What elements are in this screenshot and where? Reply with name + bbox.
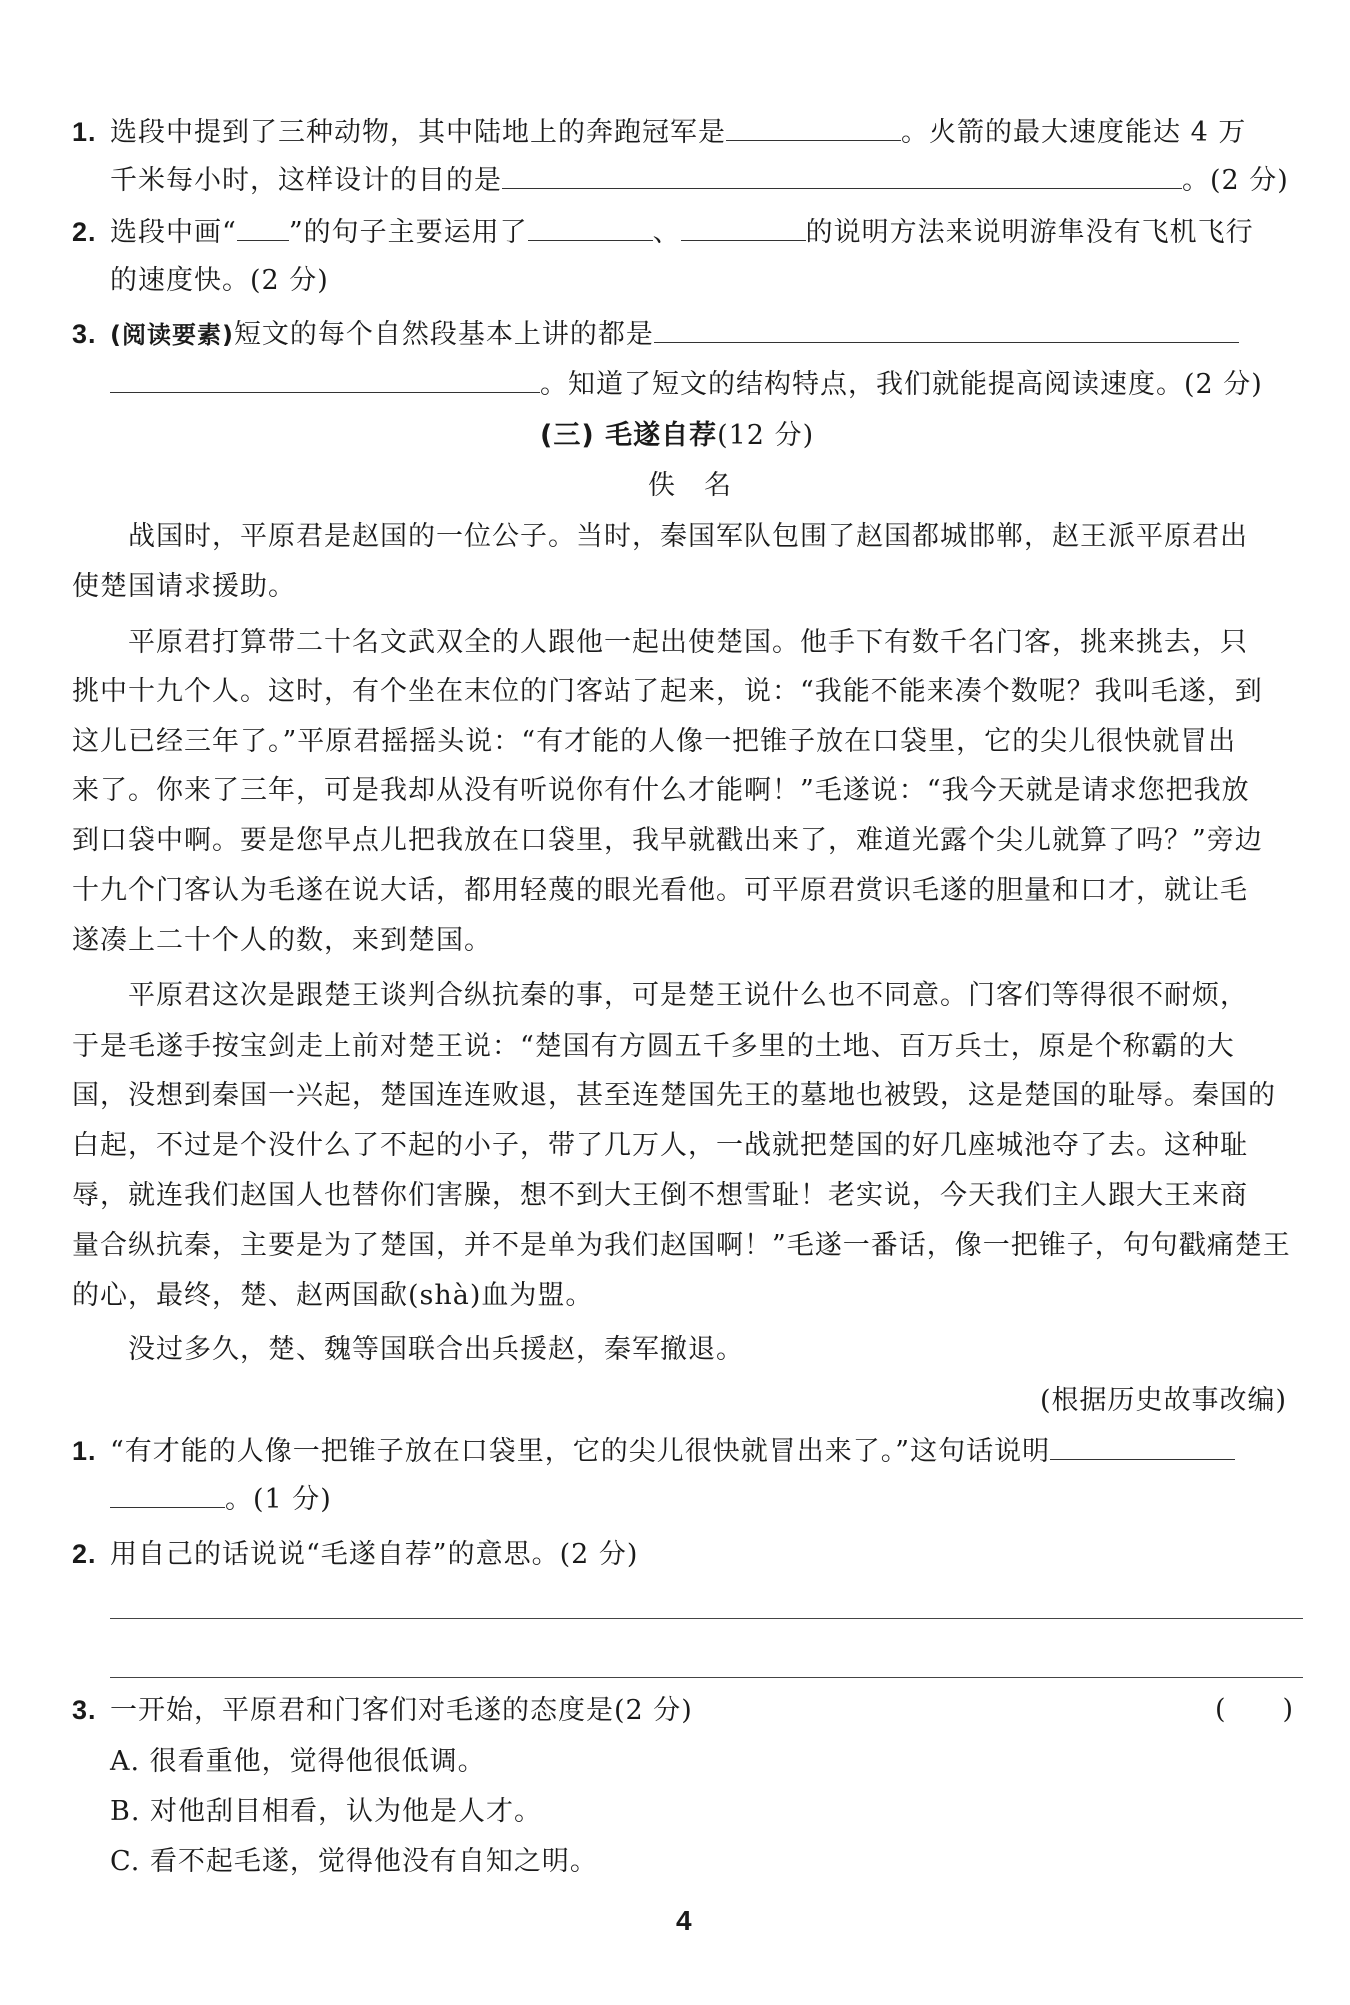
story-line: 白起，不过是个没什么了不起的小子，带了几万人，一战就把楚国的好几座城池夺了去。这种耻 bbox=[72, 1130, 1248, 1161]
question-2-top: 2. 选段中画“ ”的句子主要运用了 、 的说明方法来说明游隼没有飞机飞行 bbox=[72, 212, 1254, 253]
question-1-bottom: 1. “有才能的人像一把锥子放在口袋里，它的尖儿很快就冒出来了。”这句话说明 bbox=[72, 1431, 1235, 1472]
story-line: 平原君打算带二十名文武双全的人跟他一起出使楚国。他手下有数千名门客，挑来挑去，只 bbox=[72, 627, 1248, 658]
reading-element-tag: (阅读要素) bbox=[110, 321, 234, 349]
story-line: 使楚国请求援助。 bbox=[72, 571, 296, 602]
page-number: 4 bbox=[676, 1905, 692, 1936]
option-b[interactable]: B. 对他刮目相看，认为他是人才。 bbox=[110, 1796, 543, 1827]
answer-blank[interactable] bbox=[1050, 1433, 1235, 1460]
question-number: 2. bbox=[72, 217, 97, 247]
story-line: 战国时，平原君是赵国的一位公子。当时，秦国军队包围了赵国都城邯郸，赵王派平原君出 bbox=[72, 521, 1248, 552]
story-line: 平原君这次是跟楚王谈判合纵抗秦的事，可是楚王说什么也不同意。门客们等得很不耐烦， bbox=[72, 980, 1248, 1011]
question-number: 1. bbox=[72, 117, 97, 147]
section-heading bbox=[540, 416, 814, 456]
question-number: 3. bbox=[72, 319, 97, 349]
story-line: 于是毛遂手按宝剑走上前对楚王说：“楚国有方圆五千多里的土地、百万兵士，原是个称霸的大 bbox=[72, 1031, 1235, 1062]
question-2-bottom: 2. 用自己的话说说“毛遂自荐”的意思。(2 分) bbox=[72, 1534, 638, 1575]
story-line: 来了。你来了三年，可是我却从没有听说你有什么才能啊！”毛遂说：“我今天就是请求您把我放 bbox=[72, 775, 1250, 806]
answer-blank[interactable] bbox=[502, 162, 1182, 189]
source-note: (根据历史故事改编) bbox=[1040, 1385, 1288, 1416]
question-2-top-line2: 的速度快。(2 分) bbox=[110, 265, 329, 296]
story-line: 国，没想到秦国一兴起，楚国连连败退，甚至连楚国先王的墓地也被毁，这是楚国的耻辱。秦国的 bbox=[72, 1080, 1276, 1111]
answer-line[interactable] bbox=[110, 1618, 1303, 1619]
section-score: (12 分) bbox=[717, 420, 815, 451]
story-line: 的心，最终，楚、赵两国歃(shà)血为盟。 bbox=[72, 1280, 594, 1311]
answer-line[interactable] bbox=[110, 1677, 1303, 1678]
option-a[interactable]: A. 很看重他，觉得他很低调。 bbox=[110, 1746, 486, 1777]
answer-bracket[interactable]: ( ) bbox=[1215, 1694, 1295, 1725]
option-c[interactable]: C. 看不起毛遂，觉得他没有自知之明。 bbox=[110, 1846, 598, 1877]
story-line: 这儿已经三年了。”平原君摇摇头说：“有才能的人像一把锥子放在口袋里，它的尖儿很快就冒出 bbox=[72, 726, 1237, 757]
answer-blank[interactable] bbox=[654, 316, 1239, 343]
question-number: 2. bbox=[72, 1539, 97, 1569]
story-line: 挑中十九个人。这时，有个坐在末位的门客站了起来，说：“我能不能来凑个数呢？我叫毛遂，到 bbox=[72, 676, 1263, 707]
story-line: 遂凑上二十个人的数，来到楚国。 bbox=[72, 925, 492, 956]
answer-blank[interactable] bbox=[681, 214, 806, 241]
story-line: 到口袋中啊。要是您早点儿把我放在口袋里，我早就戳出来了，难道光露个尖儿就算了吗？”旁边 bbox=[72, 825, 1263, 856]
underline-sample bbox=[237, 218, 289, 241]
question-3-bottom: 3. 一开始，平原君和门客们对毛遂的态度是(2 分) bbox=[72, 1690, 693, 1731]
answer-blank[interactable] bbox=[726, 114, 901, 141]
question-1-top: 1. 选段中提到了三种动物，其中陆地上的奔跑冠军是 。火箭的最大速度能达 4 万 bbox=[72, 112, 1246, 153]
story-line: 十九个门客认为毛遂在说大话，都用轻蔑的眼光看他。可平原君赏识毛遂的胆量和口才，就让毛 bbox=[72, 875, 1248, 906]
answer-blank[interactable] bbox=[528, 214, 653, 241]
question-3-top: 3. (阅读要素)短文的每个自然段基本上讲的都是 bbox=[72, 314, 1239, 355]
answer-blank[interactable] bbox=[110, 1481, 225, 1508]
question-1-top-line2: 千米每小时，这样设计的目的是 。(2 分) bbox=[110, 161, 1289, 201]
question-number: 1. bbox=[72, 1436, 97, 1466]
story-line: 辱，就连我们赵国人也替你们害臊，想不到大王倒不想雪耻！老实说，今天我们主人跟大王来商 bbox=[72, 1180, 1248, 1211]
question-1-bottom-line2: 。(1 分) bbox=[110, 1480, 332, 1520]
story-line: 量合纵抗秦，主要是为了楚国，并不是单为我们赵国啊！”毛遂一番话，像一把锥子，句句戳痛楚王 bbox=[72, 1230, 1291, 1261]
author: 佚 名 bbox=[648, 470, 732, 501]
story-line: 没过多久，楚、魏等国联合出兵援赵，秦军撤退。 bbox=[72, 1334, 744, 1365]
answer-blank[interactable] bbox=[110, 366, 540, 393]
question-number: 3. bbox=[72, 1695, 97, 1725]
section-title: (三) 毛遂自荐 bbox=[540, 420, 718, 451]
question-3-top-line2: 。知道了短文的结构特点，我们就能提高阅读速度。(2 分) bbox=[110, 365, 1263, 405]
